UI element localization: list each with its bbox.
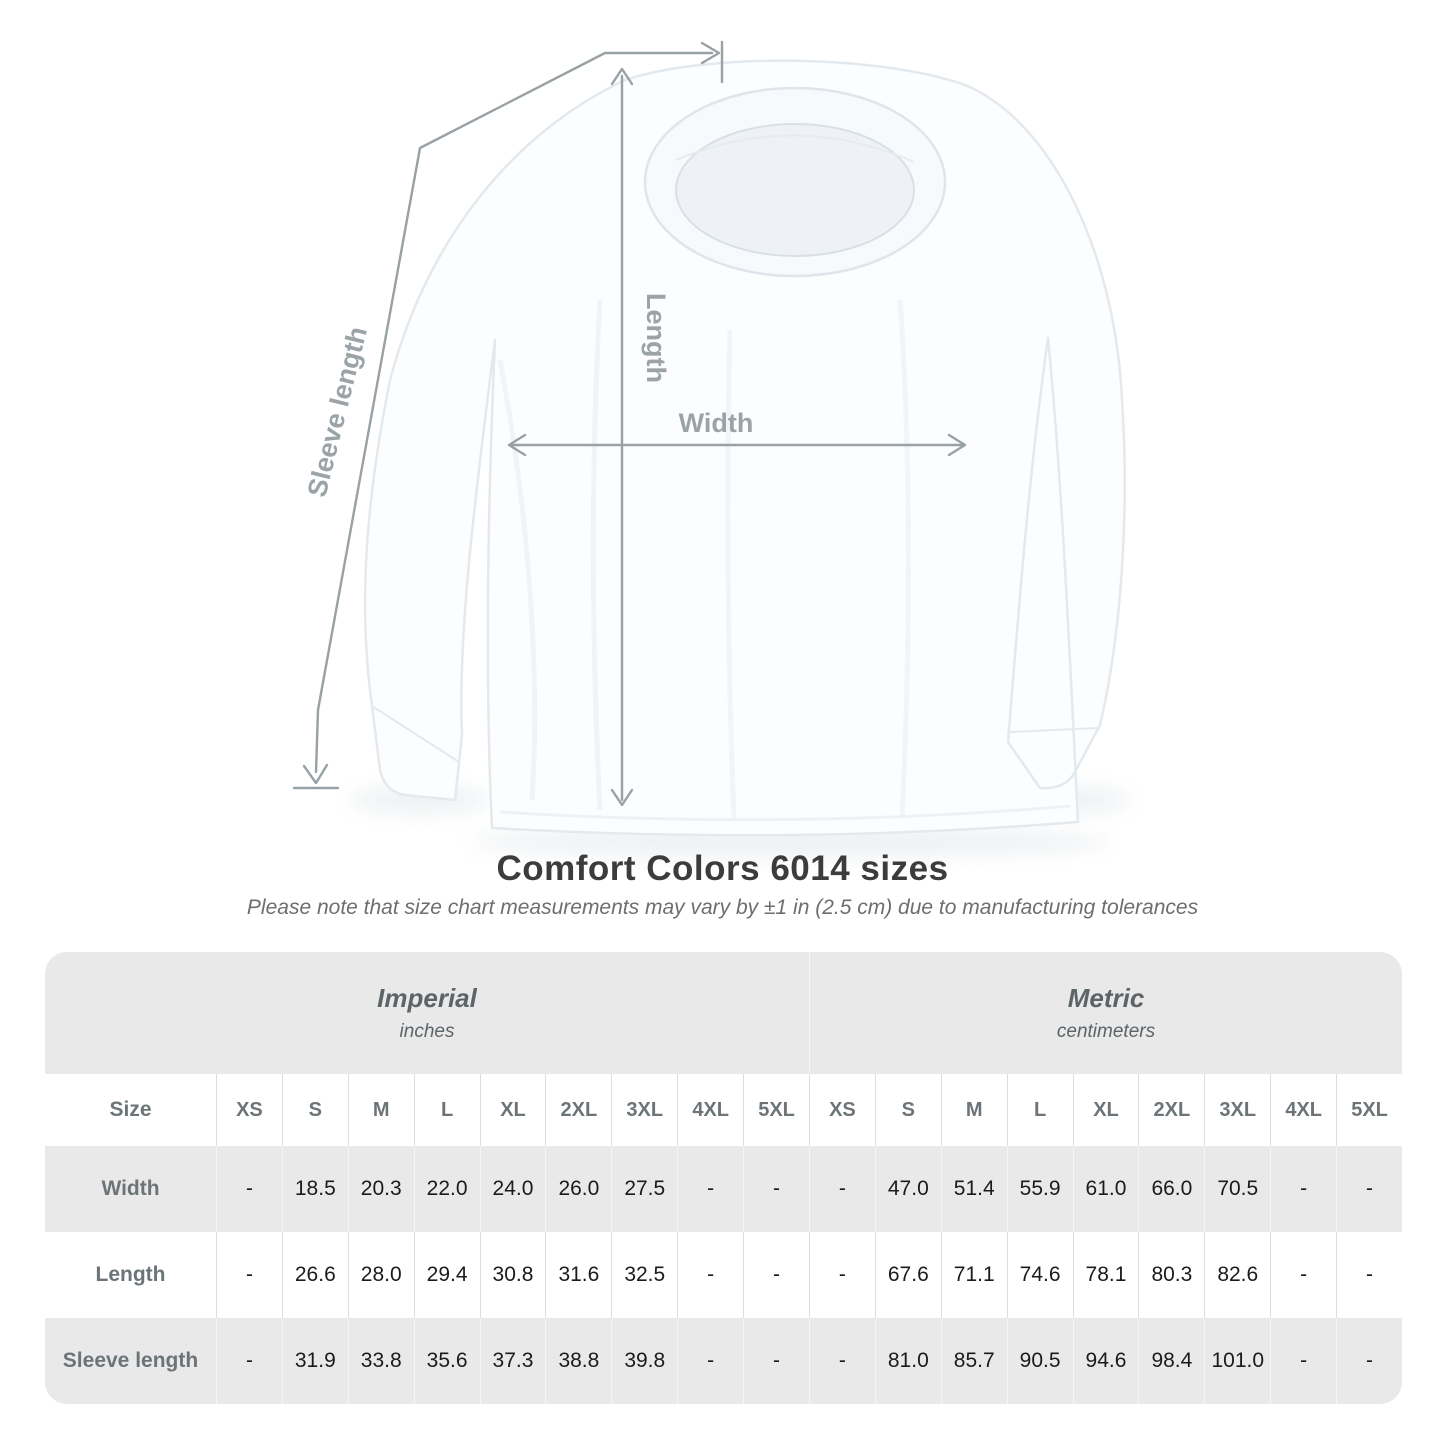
imperial-value-cell: 31.6 <box>545 1232 611 1318</box>
metric-section-unit: centimeters <box>1056 1021 1156 1042</box>
imperial-value-cell: 20.3 <box>348 1146 414 1232</box>
metric-value-cell: 94.6 <box>1073 1318 1139 1404</box>
length-label: Length <box>641 293 671 383</box>
metric-value-cell: 67.6 <box>875 1232 941 1318</box>
metric-value-cell: 78.1 <box>1073 1232 1139 1318</box>
tolerance-note: Please note that size chart measurements may vary by ±1 in (2.5 cm) due to manufacturing tolerances <box>246 896 1199 919</box>
imperial-value-cell: 29.4 <box>414 1232 480 1318</box>
size-header-metric-s: S <box>875 1074 941 1146</box>
metric-value-cell: - <box>809 1318 875 1404</box>
imperial-value-cell: 28.0 <box>348 1232 414 1318</box>
imperial-value-cell: 32.5 <box>611 1232 677 1318</box>
size-header-imperial-4xl: 4XL <box>677 1074 743 1146</box>
imperial-value-cell: 26.6 <box>282 1232 348 1318</box>
imperial-section-unit: inches <box>399 1021 455 1042</box>
size-header-metric-m: M <box>941 1074 1007 1146</box>
size-header-imperial-l: L <box>414 1074 480 1146</box>
size-header-imperial-s: S <box>282 1074 348 1146</box>
size-header-metric-4xl: 4XL <box>1270 1074 1336 1146</box>
metric-value-cell: 61.0 <box>1073 1146 1139 1232</box>
metric-section-header <box>809 952 1402 1074</box>
imperial-section-header <box>45 952 809 1074</box>
row-label: Width <box>101 1177 160 1200</box>
metric-value-cell: - <box>1336 1318 1402 1404</box>
imperial-value-cell: 38.8 <box>545 1318 611 1404</box>
metric-value-cell: 71.1 <box>941 1232 1007 1318</box>
metric-value-cell: - <box>1270 1146 1336 1232</box>
metric-value-cell: 47.0 <box>875 1146 941 1232</box>
imperial-value-cell: 22.0 <box>414 1146 480 1232</box>
imperial-value-cell: 39.8 <box>611 1318 677 1404</box>
size-header-metric-3xl: 3XL <box>1204 1074 1270 1146</box>
metric-value-cell: 101.0 <box>1204 1318 1270 1404</box>
metric-value-cell: 90.5 <box>1007 1318 1073 1404</box>
size-header-metric-xl: XL <box>1073 1074 1139 1146</box>
size-header-imperial-5xl: 5XL <box>743 1074 809 1146</box>
imperial-value-cell: - <box>677 1232 743 1318</box>
imperial-value-cell: - <box>677 1318 743 1404</box>
metric-value-cell: 51.4 <box>941 1146 1007 1232</box>
imperial-value-cell: 27.5 <box>611 1146 677 1232</box>
imperial-value-cell: 33.8 <box>348 1318 414 1404</box>
metric-value-cell: 81.0 <box>875 1318 941 1404</box>
collar <box>645 88 945 276</box>
imperial-value-cell: - <box>216 1232 282 1318</box>
metric-value-cell: - <box>809 1232 875 1318</box>
imperial-value-cell: 31.9 <box>282 1318 348 1404</box>
size-header-imperial-xl: XL <box>480 1074 546 1146</box>
metric-value-cell: 66.0 <box>1138 1146 1204 1232</box>
metric-value-cell: 82.6 <box>1204 1232 1270 1318</box>
unit-section-row <box>45 952 1402 1074</box>
shirt-graphic <box>365 61 1125 836</box>
size-header-imperial-m: M <box>348 1074 414 1146</box>
size-header-metric-l: L <box>1007 1074 1073 1146</box>
metric-value-cell: 74.6 <box>1007 1232 1073 1318</box>
metric-value-cell: 85.7 <box>941 1318 1007 1404</box>
imperial-value-cell: - <box>216 1318 282 1404</box>
size-header-imperial-xs: XS <box>216 1074 282 1146</box>
size-table <box>45 952 1402 1404</box>
imperial-value-cell: 37.3 <box>480 1318 546 1404</box>
width-label: Width <box>678 408 754 438</box>
imperial-value-cell: 30.8 <box>480 1232 546 1318</box>
metric-value-cell: 55.9 <box>1007 1146 1073 1232</box>
size-column-header: Size <box>109 1098 152 1121</box>
row-label: Sleeve length <box>62 1349 199 1372</box>
size-header-row <box>45 1074 1402 1146</box>
imperial-value-cell: - <box>677 1146 743 1232</box>
metric-value-cell: - <box>809 1146 875 1232</box>
row-label: Length <box>95 1263 166 1286</box>
size-header-metric-2xl: 2XL <box>1138 1074 1204 1146</box>
imperial-value-cell: 35.6 <box>414 1318 480 1404</box>
metric-value-cell: 70.5 <box>1204 1146 1270 1232</box>
size-header-metric-xs: XS <box>809 1074 875 1146</box>
imperial-section-title: Imperial <box>377 983 477 1013</box>
metric-value-cell: - <box>1270 1318 1336 1404</box>
metric-value-cell: - <box>1270 1232 1336 1318</box>
table-row-1 <box>45 1232 1402 1318</box>
size-header-imperial-3xl: 3XL <box>611 1074 677 1146</box>
imperial-value-cell: - <box>216 1146 282 1232</box>
size-header-metric-5xl: 5XL <box>1336 1074 1402 1146</box>
imperial-value-cell: - <box>743 1146 809 1232</box>
table-row-0 <box>45 1146 1402 1232</box>
imperial-value-cell: - <box>743 1232 809 1318</box>
metric-value-cell: - <box>1336 1146 1402 1232</box>
imperial-value-cell: - <box>743 1318 809 1404</box>
metric-value-cell: - <box>1336 1232 1402 1318</box>
metric-value-cell: 98.4 <box>1138 1318 1204 1404</box>
page-title: Comfort Colors 6014 sizes <box>496 849 949 888</box>
metric-value-cell: 80.3 <box>1138 1232 1204 1318</box>
imperial-value-cell: 18.5 <box>282 1146 348 1232</box>
imperial-value-cell: 24.0 <box>480 1146 546 1232</box>
sleeve-length-label: Sleeve length <box>301 323 373 500</box>
imperial-value-cell: 26.0 <box>545 1146 611 1232</box>
size-header-imperial-2xl: 2XL <box>545 1074 611 1146</box>
table-row-2 <box>45 1318 1402 1404</box>
metric-section-title: Metric <box>1067 983 1145 1013</box>
